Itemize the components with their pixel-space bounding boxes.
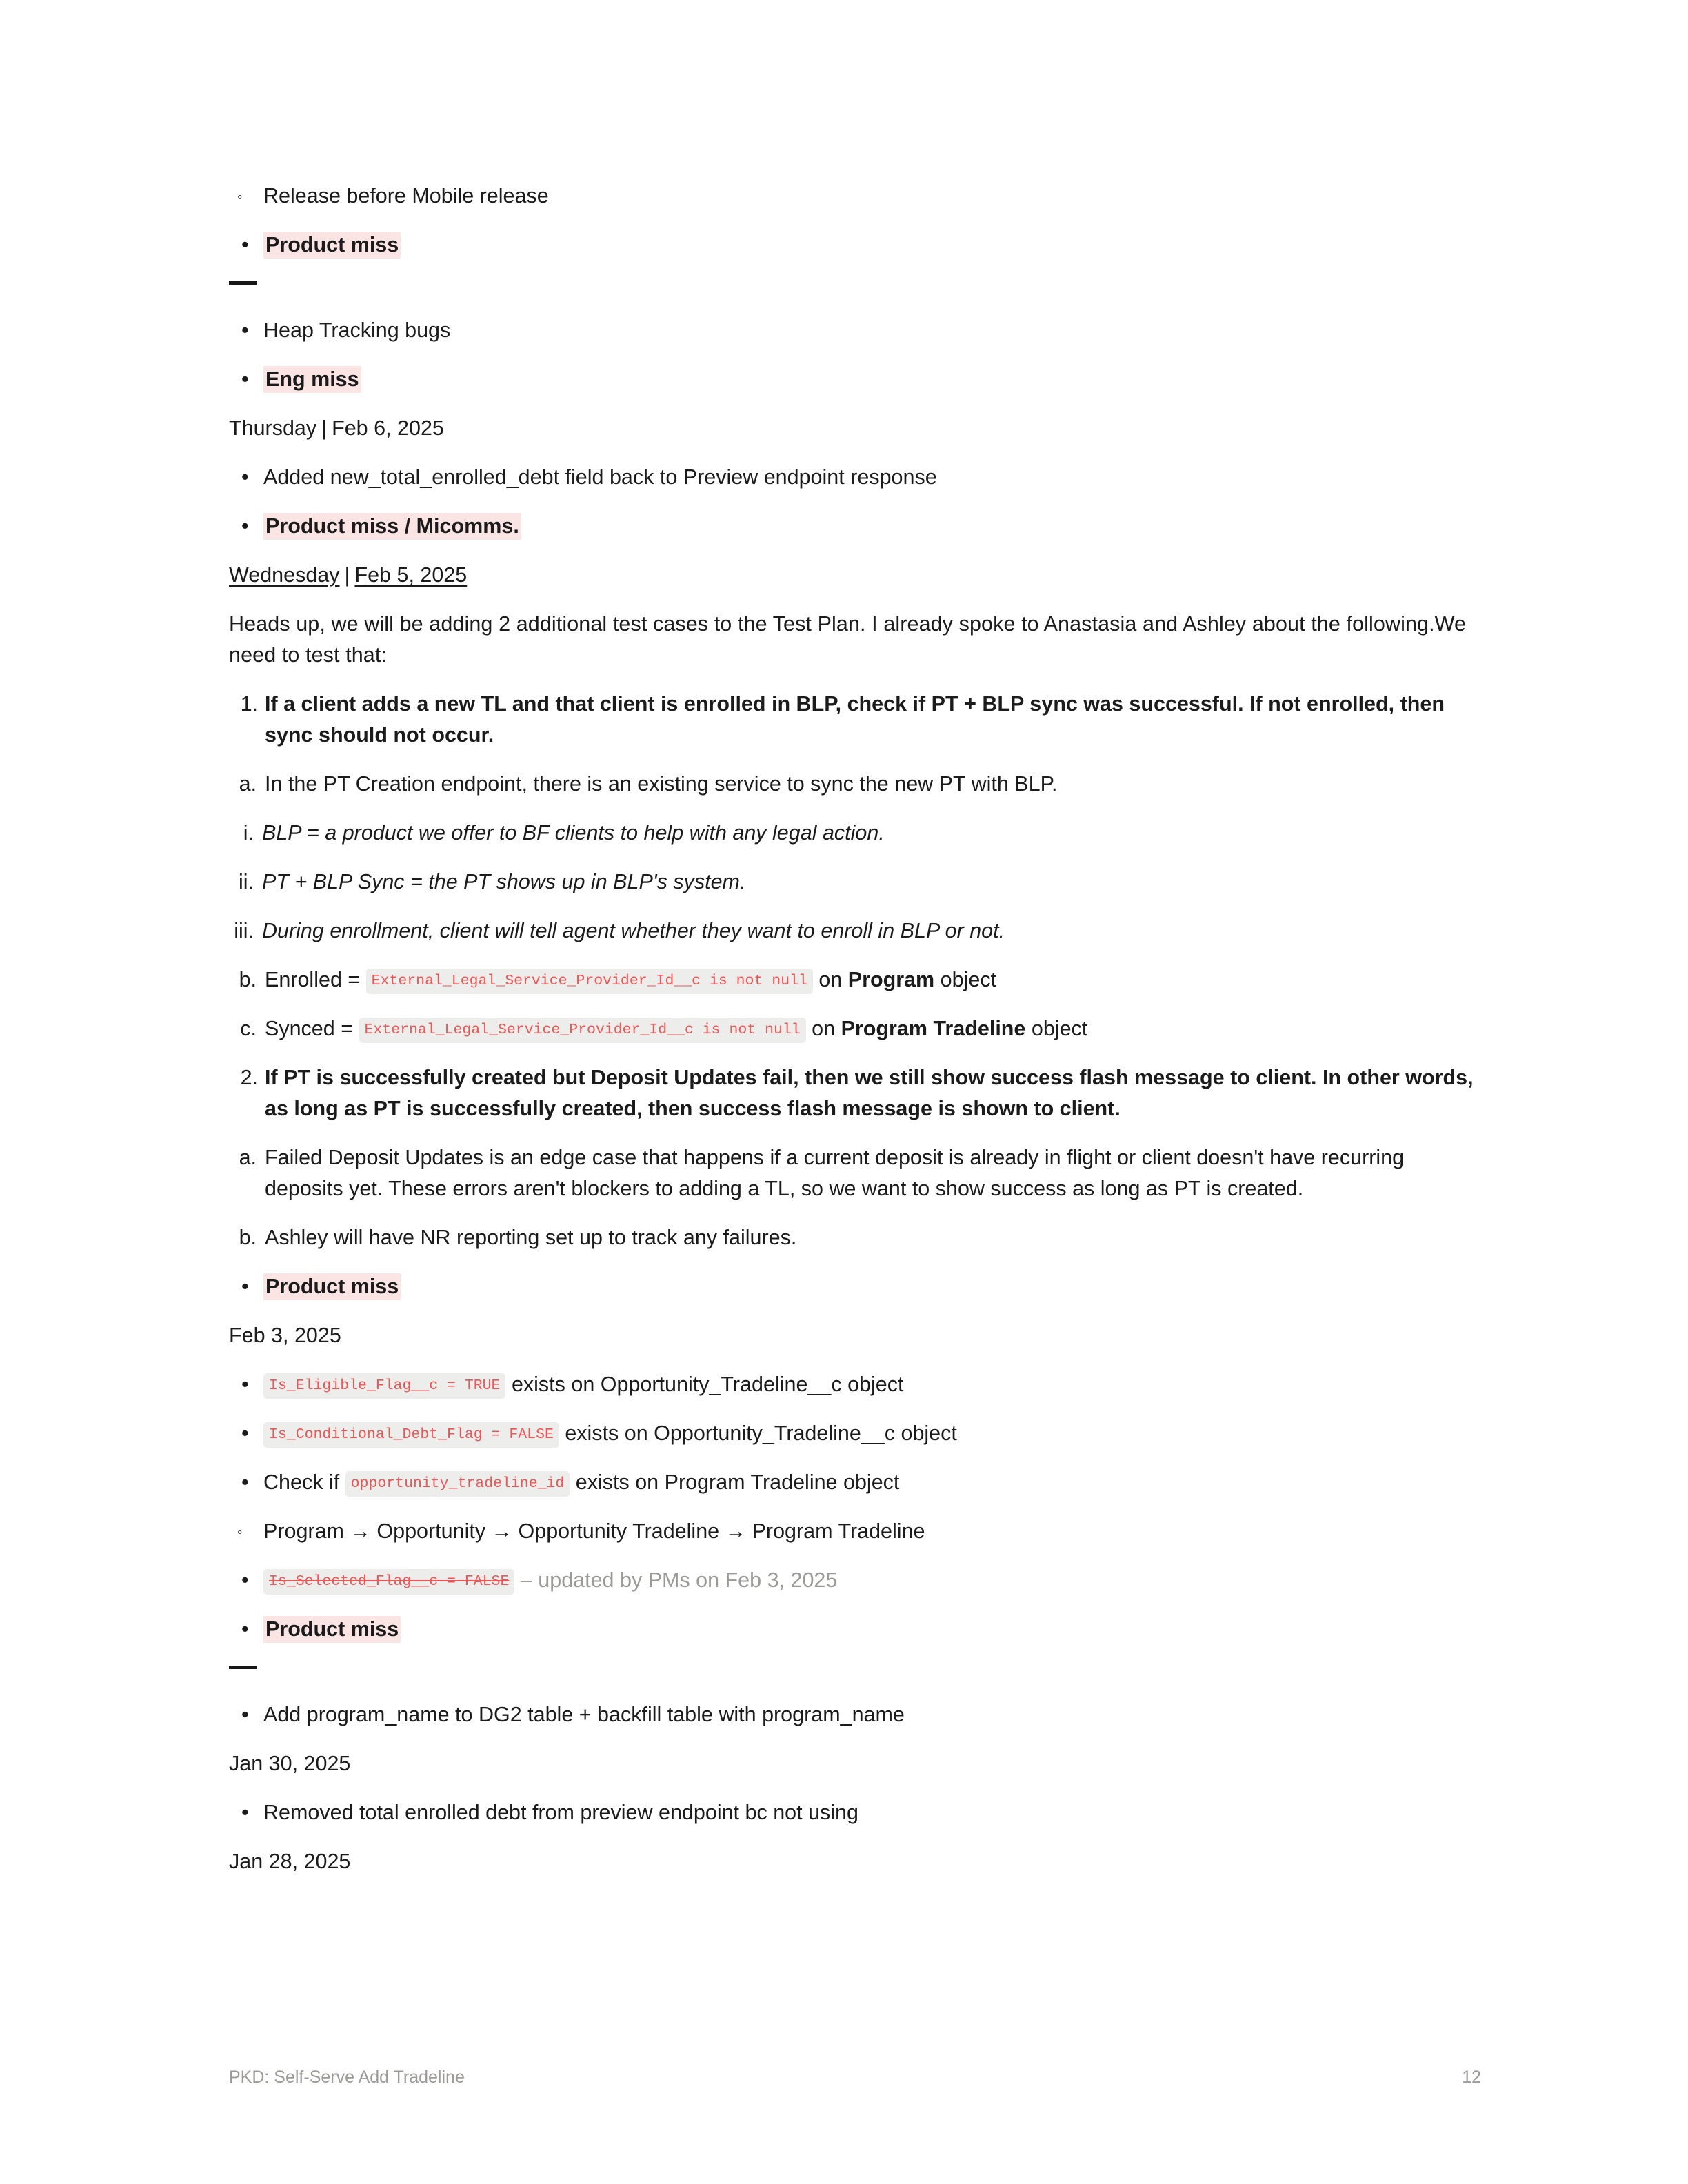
list-item xyxy=(229,818,1481,849)
footer-page-number: 12 xyxy=(1462,2067,1481,2087)
update-note: – updated by PMs on Feb 3, 2025 xyxy=(514,1568,838,1592)
list-item-label: During enrollment, client will tell agent whether they want to enroll in BLP or not. xyxy=(262,919,1005,942)
date-heading-separator: | xyxy=(321,416,328,440)
status-badge-product-miss: Product miss xyxy=(263,1616,401,1643)
list-item xyxy=(229,867,1481,898)
date-heading-day: Thursday xyxy=(229,416,317,440)
footer-title: PKD: Self-Serve Add Tradeline xyxy=(229,2067,465,2087)
list-item xyxy=(229,230,1481,261)
list-program-name xyxy=(229,1699,1481,1730)
list-item-label: BLP = a product we offer to BF clients to help with any legal action. xyxy=(262,821,885,845)
list-item-label: Ashley will have NR reporting set up to track any failures. xyxy=(265,1226,797,1249)
status-badge-product-miss: Product miss xyxy=(263,232,401,259)
circle-bullet-icon: ◦ xyxy=(237,1524,243,1540)
list-jan-30 xyxy=(229,1797,1481,1828)
list-product-miss-1 xyxy=(229,230,1481,261)
list-item xyxy=(229,511,1481,542)
disc-bullet-icon: • xyxy=(241,1801,249,1824)
date-heading-feb-5 xyxy=(229,560,1481,591)
list-item xyxy=(229,1699,1481,1730)
list-feb-3 xyxy=(229,1369,1481,1645)
disc-bullet-icon: • xyxy=(241,1617,249,1641)
text-mid: on xyxy=(805,1017,841,1040)
text-suffix: object xyxy=(934,968,997,991)
date-heading-feb-3: Feb 3, 2025 xyxy=(229,1324,341,1347)
list-item-label: Failed Deposit Updates is an edge case that happens if a current deposit is already in flight or client doesn't have recurring deposits yet. These errors aren't blockers to adding a TL, so we want to show success as long as PT is created. xyxy=(265,1146,1405,1200)
object-name: Program Tradeline xyxy=(841,1017,1026,1040)
date-heading-date: Feb 5, 2025 xyxy=(354,563,468,587)
text-suffix: exists on Program Tradeline object xyxy=(570,1470,900,1494)
list-item-label xyxy=(263,1373,903,1396)
text-prefix: Check if xyxy=(263,1470,345,1494)
inline-code-chip: External_Legal_Service_Provider_Id__c is not null xyxy=(359,1018,806,1043)
list-feb-6 xyxy=(229,462,1481,542)
disc-bullet-icon: • xyxy=(241,233,249,256)
list-item xyxy=(229,1467,1481,1498)
list-item-label xyxy=(265,968,996,991)
list-item-label: Release before Mobile release xyxy=(263,184,549,208)
list-item xyxy=(229,1222,1481,1253)
list-item xyxy=(229,364,1481,395)
list-release xyxy=(229,181,1481,212)
text-mid: on xyxy=(812,968,848,991)
date-heading-date: Feb 6, 2025 xyxy=(332,416,444,440)
list-item xyxy=(229,769,1481,800)
status-badge-product-miss: Product miss xyxy=(263,1273,401,1300)
list-item xyxy=(229,689,1481,751)
date-heading-separator: | xyxy=(344,563,350,587)
list-marker: c. xyxy=(240,1017,257,1040)
list-item-label: Add program_name to DG2 table + backfill table with program_name xyxy=(263,1703,905,1726)
date-heading-jan-30: Jan 30, 2025 xyxy=(229,1752,351,1775)
list-item-label: Heap Tracking bugs xyxy=(263,318,451,342)
disc-bullet-icon: • xyxy=(241,514,249,538)
list-marker: 1. xyxy=(240,692,258,716)
disc-bullet-icon: • xyxy=(241,1568,249,1592)
list-marker: iii. xyxy=(234,919,254,942)
disc-bullet-icon: • xyxy=(241,465,249,489)
circle-bullet-icon: ◦ xyxy=(237,189,243,205)
disc-bullet-icon: • xyxy=(241,1373,249,1396)
list-product-miss-2 xyxy=(229,1271,1481,1302)
list-item-label: Program → Opportunity → Opportunity Tradeline → Program Tradeline xyxy=(263,1519,925,1543)
list-item xyxy=(229,1369,1481,1400)
numbered-list-test-cases xyxy=(229,689,1481,1253)
list-item-label: If a client adds a new TL and that client is enrolled in BLP, check if PT + BLP sync was successful. If not enrolled, then sync should not occur. xyxy=(265,692,1445,747)
list-item xyxy=(229,181,1481,212)
list-item xyxy=(229,1797,1481,1828)
section-divider xyxy=(229,281,257,285)
list-item-label xyxy=(263,1422,957,1445)
list-item-label xyxy=(265,1017,1087,1040)
list-item-label: PT + BLP Sync = the PT shows up in BLP's system. xyxy=(262,870,746,893)
list-item xyxy=(229,916,1481,947)
list-item xyxy=(229,1062,1481,1124)
date-heading-feb-6 xyxy=(229,413,1481,444)
list-heap-tracking xyxy=(229,315,1481,395)
disc-bullet-icon: • xyxy=(241,1703,249,1726)
list-item-label xyxy=(263,1470,899,1494)
list-item xyxy=(229,1565,1481,1596)
list-marker: a. xyxy=(239,772,257,796)
list-item-label: If PT is successfully created but Deposit Updates fail, then we still show success flash message to client. In other words, as long as PT is successfully created, then success flash message is shown to client. xyxy=(265,1066,1474,1120)
text-suffix: exists on Opportunity_Tradeline__c object xyxy=(559,1422,957,1445)
list-item xyxy=(229,315,1481,346)
list-item xyxy=(229,1142,1481,1204)
list-item xyxy=(229,1013,1481,1044)
list-item-label: Added new_total_enrolled_debt field back to Preview endpoint response xyxy=(263,465,937,489)
status-badge-eng-miss: Eng miss xyxy=(263,366,361,393)
list-marker: a. xyxy=(239,1146,257,1169)
inline-code-chip: Is_Eligible_Flag__c = TRUE xyxy=(263,1373,505,1399)
disc-bullet-icon: • xyxy=(241,1422,249,1445)
list-item-label: In the PT Creation endpoint, there is an existing service to sync the new PT with BLP. xyxy=(265,772,1058,796)
list-item xyxy=(229,1614,1481,1645)
date-heading-day: Wednesday xyxy=(229,563,340,587)
list-marker: b. xyxy=(239,1226,257,1249)
date-heading-jan-28: Jan 28, 2025 xyxy=(229,1850,351,1873)
section-divider xyxy=(229,1666,257,1669)
disc-bullet-icon: • xyxy=(241,367,249,391)
list-marker: i. xyxy=(243,821,254,845)
inline-code-chip: opportunity_tradeline_id xyxy=(345,1471,570,1497)
status-badge-product-miss-micomms: Product miss / Micomms. xyxy=(263,513,521,540)
page-footer xyxy=(229,2067,1481,2087)
list-item xyxy=(229,462,1481,493)
list-marker: b. xyxy=(239,968,257,991)
disc-bullet-icon: • xyxy=(241,318,249,342)
paragraph-heads-up: Heads up, we will be adding 2 additional test cases to the Test Plan. I already spoke to Anastasia and Ashley about the following.We need to test that: xyxy=(229,612,1467,667)
inline-code-chip: External_Legal_Service_Provider_Id__c is not null xyxy=(366,969,813,994)
list-item-label xyxy=(263,1568,837,1592)
list-item xyxy=(229,1418,1481,1449)
list-item xyxy=(229,1516,1481,1547)
list-marker: 2. xyxy=(240,1066,258,1089)
disc-bullet-icon: • xyxy=(241,1470,249,1494)
list-item-label: Removed total enrolled debt from preview endpoint bc not using xyxy=(263,1801,858,1824)
list-item xyxy=(229,1271,1481,1302)
inline-code-chip: Is_Conditional_Debt_Flag = FALSE xyxy=(263,1422,559,1448)
list-marker: ii. xyxy=(238,870,254,893)
text-suffix: object xyxy=(1025,1017,1088,1040)
text-suffix: exists on Opportunity_Tradeline__c object xyxy=(505,1373,904,1396)
list-item xyxy=(229,964,1481,995)
text-prefix: Enrolled = xyxy=(265,968,366,991)
disc-bullet-icon: • xyxy=(241,1275,249,1298)
inline-code-chip-deprecated: Is_Selected_Flag__c = FALSE xyxy=(263,1569,514,1595)
text-prefix: Synced = xyxy=(265,1017,359,1040)
object-name: Program xyxy=(847,968,935,991)
